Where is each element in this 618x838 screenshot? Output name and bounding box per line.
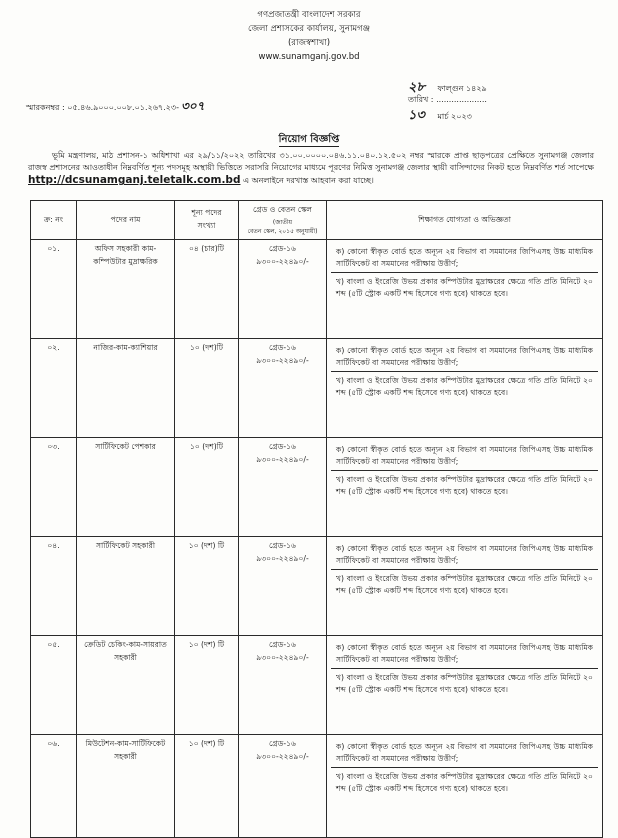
- row-scale: ৯৩০০-২২৪৯০/-: [256, 455, 309, 464]
- row-qualification: [327, 240, 603, 339]
- office-header: [0, 8, 618, 64]
- row-scale: ৯৩০০-২২৪৯০/-: [256, 257, 309, 266]
- row-vacancy: ১০ (দশ) টি: [175, 537, 239, 636]
- date-english-day: ১৩: [408, 108, 425, 123]
- header-grade-line1: [243, 204, 322, 228]
- row-serial: ০৪.: [31, 537, 77, 636]
- intro-text-after: এ অনলাইনে দরখাস্ত আহবান করা যাচ্ছে।: [243, 176, 374, 186]
- row-serial: ০৬.: [31, 735, 77, 838]
- date-bangla-day: ২৮: [408, 80, 425, 95]
- row-post: নাজির-কাম-ক্যাশিয়ার: [77, 339, 175, 438]
- header-grade-small: (জাতীয়: [272, 219, 293, 226]
- date-block: [408, 78, 578, 122]
- row-scale: ৯৩০০-২২৪৯০/-: [256, 752, 309, 761]
- header-qualification: শিক্ষাগত যোগ্যতা ও অভিজ্ঞতা: [327, 201, 603, 240]
- row-grade: গ্রেড-১৬: [269, 442, 296, 451]
- row-grade: গ্রেড-১৬: [269, 244, 296, 253]
- table-row: [31, 636, 603, 735]
- date-label: তারিখ :: [408, 95, 434, 104]
- row-serial: ০৩.: [31, 438, 77, 537]
- row-grade: গ্রেড-১৬: [269, 541, 296, 550]
- row-serial: ০৫.: [31, 636, 77, 735]
- row-serial: ০১.: [31, 240, 77, 339]
- row-post: সার্টিফিকেট সহকারী: [77, 537, 175, 636]
- header-grade-text: গ্রেড ও বেতন স্কেল: [253, 205, 312, 214]
- row-grade-cell: [239, 636, 327, 735]
- row-scale: ৯৩০০-২২৪৯০/-: [256, 554, 309, 563]
- row-serial: ০২.: [31, 339, 77, 438]
- qualification-b: খ) বাংলা ও ইংরেজি উভয় প্রকার কম্পিউটার মুদ্রাক্ষরের ক্ষেত্রে গতি প্রতি মিনিটে ২০ শব্দ (৫টি স্ট্রোক একটি শব্দ হিসেবে গণ্য হবে) থাকতে হবে।: [331, 371, 598, 401]
- header-serial: ক্র: নং: [31, 201, 77, 240]
- qualification-a: ক) কোনো স্বীকৃত বোর্ড হতে অন্যূন ২য় বিভাগ বা সমমানের জিপিএসহ উচ্চ মাধ্যমিক সার্টিফিকেট বা সমমানের পরীক্ষায় উত্তীর্ণ;: [336, 346, 593, 367]
- row-vacancy: ১০ (দশ) টি: [175, 735, 239, 838]
- row-post: সার্টিফিকেট পেশকার: [77, 438, 175, 537]
- row-grade-cell: [239, 240, 327, 339]
- qualification-b: খ) বাংলা ও ইংরেজি উভয় প্রকার কম্পিউটার মুদ্রাক্ষরের ক্ষেত্রে গতি প্রতি মিনিটে ২০ শব্দ (৫টি স্ট্রোক একটি শব্দ হিসেবে গণ্য হবে) থাকতে হবে।: [331, 272, 598, 302]
- row-vacancy: ১০ (দশ)টি: [175, 339, 239, 438]
- row-qualification: [327, 438, 603, 537]
- row-vacancy: ১০ (দশ) টি: [175, 636, 239, 735]
- header-section: (রাজস্বশাখা): [287, 38, 331, 48]
- qualification-a: ক) কোনো স্বীকৃত বোর্ড হতে অন্যূন ২য় বিভাগ বা সমমানের জিপিএসহ উচ্চ মাধ্যমিক সার্টিফিকেট বা সমমানের পরীক্ষায় উত্তীর্ণ;: [336, 247, 593, 268]
- date-english-month: মার্চ ২০২৩: [437, 112, 472, 121]
- header-vacancy-line2: সংখ্যা: [197, 221, 216, 230]
- row-vacancy: ১০ (দশ)টি: [175, 438, 239, 537]
- row-qualification: [327, 339, 603, 438]
- qualification-a: ক) কোনো স্বীকৃত বোর্ড হতে অন্যূন ২য় বিভাগ বা সমমানের জিপিএসহ উচ্চ মাধ্যমিক সার্টিফিকেট বা সমমানের পরীক্ষায় উত্তীর্ণ;: [336, 445, 593, 466]
- table-row: [31, 735, 603, 838]
- header-office: জেলা প্রশাসকের কার্যালয়, সুনামগঞ্জ: [248, 24, 370, 34]
- header-vacancy-line1: শূন্য পদের: [191, 208, 222, 217]
- row-qualification: [327, 537, 603, 636]
- table-row: [31, 537, 603, 636]
- table-header-row: [31, 201, 603, 240]
- intro-text-before: ভূমি মন্ত্রণালয়, মাঠ প্রশাসন-১ অধিশাখা এর ২৯/১১/২০২২ তারিখের ৩১.০০.০০০০.০৪৬.১১.০৪০.১২.৫০২ নম্বর স্মারকে প্রাপ্ত ছাড়পত্রের প্রেক্ষিতে সুনামগঞ্জ জেলার রাজস্ব প্রশাসনের আওতাধীন নিম্নবর্ণিত শূন্য পদসমূহ অস্থায়ী ভিত্তিতে সরাসরি নিয়োগের মাধ্যমে পূরণের নিমিত্ত সুনামগঞ্জ জেলার স্থায়ী বাসিন্দাদের নিকট হতে নিম্নবর্ণিত শর্ত সাপেক্ষে: [28, 151, 594, 173]
- memo-number: [26, 98, 204, 118]
- row-grade: গ্রেড-১৬: [269, 640, 296, 649]
- memo-label: স্মারকনম্বর : ০৫.৪৬.৯০০০.০০৮.০১.২৬৭.২৩-: [26, 103, 179, 112]
- row-scale: ৯৩০০-২২৪৯০/-: [256, 356, 309, 365]
- qualification-a: ক) কোনো স্বীকৃত বোর্ড হতে অন্যূন ২য় বিভাগ বা সমমানের জিপিএসহ উচ্চ মাধ্যমিক সার্টিফিকেট বা সমমানের পরীক্ষায় উত্তীর্ণ;: [336, 742, 593, 763]
- row-post: অফিস সহকারী কাম-কম্পিউটার মুদ্রাক্ষরিক: [77, 240, 175, 339]
- intro-paragraph: [28, 150, 594, 188]
- row-vacancy: ০৪ (চার)টি: [175, 240, 239, 339]
- header-vacancy: [175, 201, 239, 240]
- memo-handwritten-number: ৩০৭: [180, 99, 205, 113]
- qualification-b: খ) বাংলা ও ইংরেজি উভয় প্রকার কম্পিউটার মুদ্রাক্ষরের ক্ষেত্রে গতি প্রতি মিনিটে ২০ শব্দ (৫টি স্ট্রোক একটি শব্দ হিসেবে গণ্য হবে) থাকতে হবে।: [331, 470, 598, 500]
- header-post: পদের নাম: [77, 201, 175, 240]
- qualification-b: খ) বাংলা ও ইংরেজি উভয় প্রকার কম্পিউটার মুদ্রাক্ষরের ক্ষেত্রে গতি প্রতি মিনিটে ২০ শব্দ (৫টি স্ট্রোক একটি শব্দ হিসেবে গণ্য হবে) থাকতে হবে।: [331, 668, 598, 698]
- row-grade-cell: [239, 735, 327, 838]
- row-post: ক্রেডিট চেকিং-কাম-সায়রাত সহকারী: [77, 636, 175, 735]
- row-grade-cell: [239, 339, 327, 438]
- row-grade: গ্রেড-১৬: [269, 739, 296, 748]
- date-bangla-month: ফাল্গুন ১৪২৯: [437, 84, 487, 93]
- row-post: মিউটেশন-কাম-সার্টিফিকেট সহকারী: [77, 735, 175, 838]
- header-grade-line2: বেতন স্কেল, ২০১৫ অনুযায়ী): [247, 228, 318, 235]
- table-row: [31, 240, 603, 339]
- table-row: [31, 438, 603, 537]
- qualification-b: খ) বাংলা ও ইংরেজি উভয় প্রকার কম্পিউটার মুদ্রাক্ষরের ক্ষেত্রে গতি প্রতি মিনিটে ২০ শব্দ (৫টি স্ট্রোক একটি শব্দ হিসেবে গণ্য হবে) থাকতে হবে।: [331, 767, 598, 797]
- date-dots: ....................: [436, 95, 487, 104]
- application-url-link[interactable]: http://dcsunamganj.teletalk.com.bd: [28, 174, 241, 187]
- row-grade-cell: [239, 438, 327, 537]
- row-qualification: [327, 636, 603, 735]
- table-row: [31, 339, 603, 438]
- header-government: গণপ্রজাতন্ত্রী বাংলাদেশ সরকার: [257, 10, 361, 20]
- date-row-label: [408, 94, 578, 106]
- date-row-bangla: [408, 78, 578, 94]
- qualification-b: খ) বাংলা ও ইংরেজি উভয় প্রকার কম্পিউটার মুদ্রাক্ষরের ক্ষেত্রে গতি প্রতি মিনিটে ২০ শব্দ (৫টি স্ট্রোক একটি শব্দ হিসেবে গণ্য হবে) থাকতে হবে।: [331, 569, 598, 599]
- header-grade: [239, 201, 327, 240]
- date-row-english: [408, 106, 578, 122]
- notice-title-text: নিয়োগ বিজ্ঞপ্তি: [278, 134, 340, 145]
- notice-title: [0, 132, 618, 149]
- header-website: www.sunamganj.gov.bd: [258, 52, 360, 62]
- qualification-a: ক) কোনো স্বীকৃত বোর্ড হতে অন্যূন ২য় বিভাগ বা সমমানের জিপিএসহ উচ্চ মাধ্যমিক সার্টিফিকেট বা সমমানের পরীক্ষায় উত্তীর্ণ;: [336, 544, 593, 565]
- qualification-a: ক) কোনো স্বীকৃত বোর্ড হতে অন্যূন ২য় বিভাগ বা সমমানের জিপিএসহ উচ্চ মাধ্যমিক সার্টিফিকেট বা সমমানের পরীক্ষায় উত্তীর্ণ;: [336, 643, 593, 664]
- row-qualification: [327, 735, 603, 838]
- vacancy-table: [30, 200, 603, 838]
- row-scale: ৯৩০০-২২৪৯০/-: [256, 653, 309, 662]
- row-grade: গ্রেড-১৬: [269, 343, 296, 352]
- row-grade-cell: [239, 537, 327, 636]
